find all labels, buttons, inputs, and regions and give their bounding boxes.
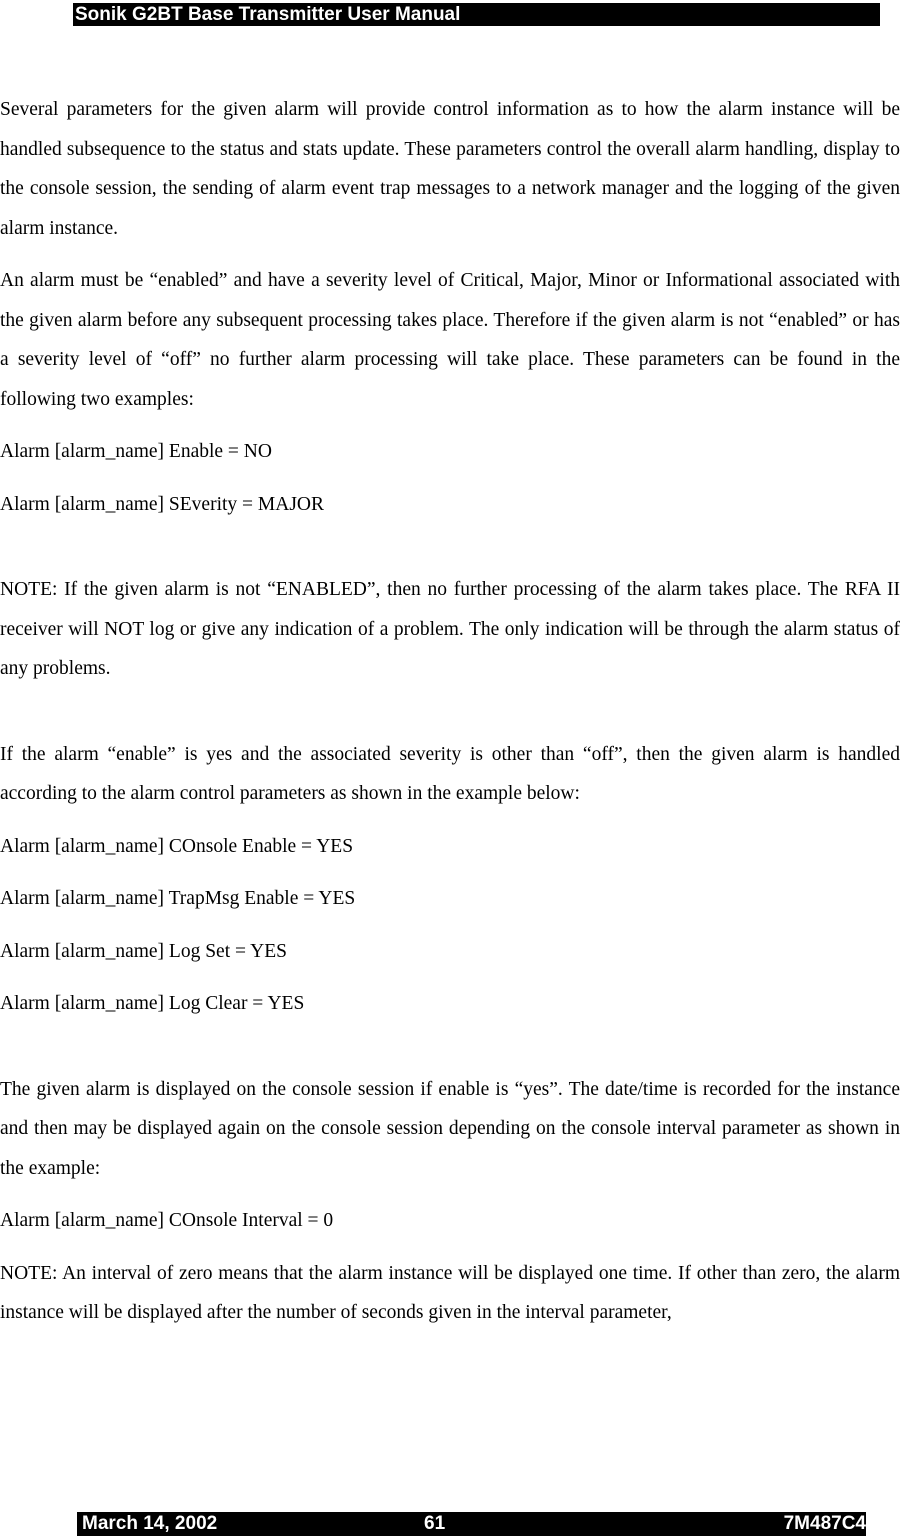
page-footer xyxy=(77,1512,866,1536)
body-paragraph: The given alarm is displayed on the console session if enable is “yes”. The date/time is recorded for the instance and then may be displayed again on the console session depending on the console interval parameter as shown in the example: xyxy=(0,1078,900,1179)
config-example-line: Alarm [alarm_name] SEverity = MAJOR xyxy=(0,493,325,515)
page-number: 61 xyxy=(424,1513,446,1534)
page-body xyxy=(0,90,900,1333)
body-paragraph: If the alarm “enable” is yes and the associated severity is other than “off”, then the given alarm is handled according to the alarm control parameters as shown in the example below: xyxy=(0,743,900,804)
document-code: 7M487C4 xyxy=(783,1513,866,1534)
body-paragraph: An alarm must be “enabled” and have a severity level of Critical, Major, Minor or Informational associated with the given alarm before any subsequent processing takes place. Therefore if the given alarm is not “enabled” or has a severity level of “off” no further alarm processing will take place. These parameters can be found in the following two examples: xyxy=(0,270,900,410)
note-paragraph: NOTE: If the given alarm is not “ENABLED”, then no further processing of the alarm takes place. The RFA II receiver will NOT log or give any indication of a problem. The only indication will be through the alarm status of any problems. xyxy=(0,579,900,679)
body-paragraph: Several parameters for the given alarm will provide control information as to how the alarm instance will be handled subsequence to the status and stats update. These parameters control the overall alarm handling, display to the console session, the sending of alarm event trap messages to a network manager and the logging of the given alarm instance. xyxy=(0,99,900,239)
config-example-line: Alarm [alarm_name] COnsole Enable = YES xyxy=(0,835,354,857)
config-example-line: Alarm [alarm_name] TrapMsg Enable = YES xyxy=(0,888,356,909)
config-example-line: Alarm [alarm_name] Enable = NO xyxy=(0,441,272,462)
config-example-line: Alarm [alarm_name] COnsole Interval = 0 xyxy=(0,1210,334,1231)
config-example-line: Alarm [alarm_name] Log Set = YES xyxy=(0,940,287,962)
footer-date: March 14, 2002 xyxy=(82,1513,218,1534)
config-example-line: Alarm [alarm_name] Log Clear = YES xyxy=(0,993,305,1014)
note-paragraph: NOTE: An interval of zero means that the alarm instance will be displayed one time. If other than zero, the alarm instance will be displayed after the number of seconds given in the interval parameter, xyxy=(0,1262,900,1323)
header-title: Sonik G2BT Base Transmitter User Manual xyxy=(75,4,461,25)
page-header xyxy=(73,3,880,26)
